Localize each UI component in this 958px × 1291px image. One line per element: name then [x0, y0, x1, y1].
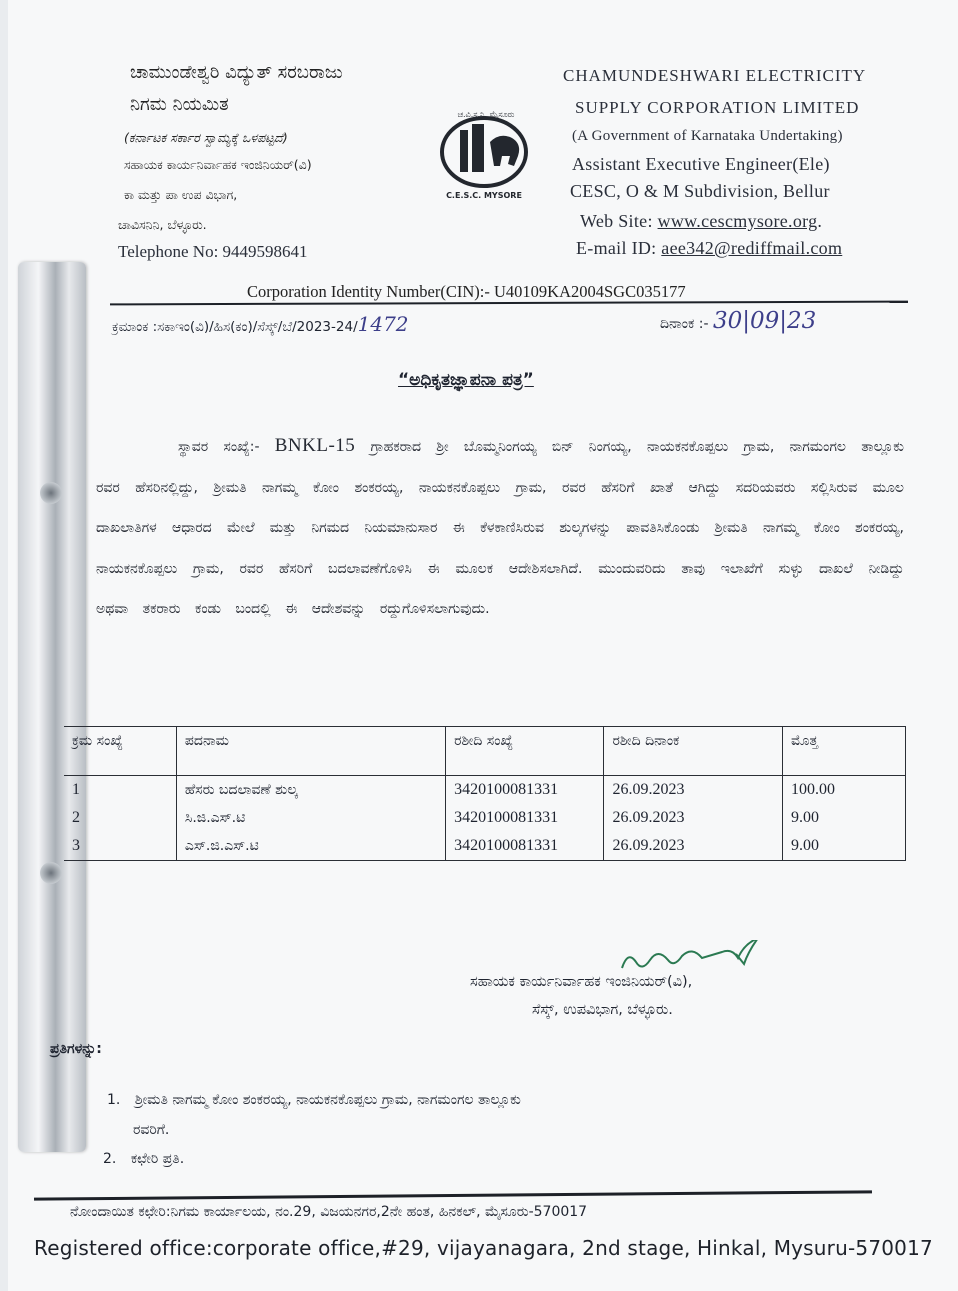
copies-label: ಪ್ರತಿಗಳನ್ನು: — [50, 1041, 102, 1057]
reference-number — [112, 312, 409, 336]
email-link[interactable]: aee342@rediffmail.com — [661, 238, 843, 258]
copy-number: 2. — [103, 1151, 117, 1167]
date-handwritten: 30|09|23 — [712, 308, 817, 334]
col-receipt-no-header: ರಶೀದಿ ಸಂಖ್ಯೆ — [446, 727, 604, 776]
cell-receipt-no: 3420100081331 — [446, 832, 604, 861]
website-end: . — [817, 211, 823, 231]
installation-number: BNKL-15 — [274, 435, 356, 456]
reference-label: ಕ್ರಮಾಂಕ :ಸಕಾಇಂ(ವಿ)/ಹಿಸ(ಕಂ)/ಸೆಸ್ಕ್/ಬೆ/2023-24/ — [112, 319, 358, 335]
footer-kn-address: ನೋಂದಾಯಿತ ಕಛೇರಿ:ನಿಗಮ ಕಾರ್ಯಾಲಯ, ನಂ.29, ವಿಜಯನಗರ,2ನೇ ಹಂತ, ಹಿನಕಲ್, ಮೈಸೂರು-570017 — [70, 1204, 588, 1220]
copy-item — [107, 1092, 521, 1108]
website-link[interactable]: www.cescmysore.org — [657, 211, 818, 231]
website-label: Web Site: — [580, 211, 658, 231]
clip-rivet — [40, 482, 62, 504]
copy-text: ಕಛೇರಿ ಪ್ರತಿ. — [130, 1151, 185, 1167]
binder-clip — [18, 262, 86, 1152]
en-subdivision: CESC, O & M Subdivision, Bellur — [570, 181, 830, 201]
cell-receipt-no: 3420100081331 — [446, 776, 604, 805]
footer-en-address: Registered office:corporate office,#29, vijayanagara, 2nd stage, Hinkal, Mysuru-570017 — [34, 1236, 933, 1260]
table-row — [64, 776, 906, 805]
cell-particulars: ಹೆಸರು ಬದಲಾವಣೆ ಶುಲ್ಕ — [176, 776, 445, 805]
en-govt-undertaking: (A Government of Karnataka Undertaking) — [572, 128, 843, 144]
logo-top-text: ಚ.ವಿ.ಸ.ನಿ. ಮೈಸೂರು — [457, 110, 515, 119]
cell-receipt-date: 26.09.2023 — [604, 832, 782, 861]
en-officer: Assistant Executive Engineer(Ele) — [572, 154, 830, 174]
email-label: E-mail ID: — [576, 238, 662, 258]
col-serial-header: ಕ್ರಮ ಸಂಖ್ಯೆ — [64, 727, 176, 776]
cell-receipt-date: 26.09.2023 — [604, 776, 782, 805]
kn-subdivision: ಕಾ ಮತ್ತು ಪಾ ಉಪ ವಿಭಾಗ, — [124, 187, 238, 202]
col-particulars-header: ಪದನಾಮ — [176, 727, 445, 776]
copy-text: ಶ್ರೀಮತಿ ನಾಗಮ್ಮ ಕೋಂ ಶಂಕರಯ್ಯ, ನಾಯಕನಕೊಪ್ಪಲು ಗ್ರಾಮ, ನಾಗಮಂಗಲ ತಾಲ್ಲೂಕು — [134, 1092, 521, 1108]
reference-date — [660, 308, 816, 334]
col-receipt-date-header: ರಶೀದಿ ದಿನಾಂಕ — [604, 727, 782, 776]
cell-particulars: ಸಿ.ಜಿ.ಎಸ್.ಟಿ — [176, 804, 445, 832]
website-line — [580, 211, 822, 232]
fees-table — [64, 726, 906, 861]
installation-label: ಸ್ಥಾವರ ಸಂಖ್ಯೆ:- — [178, 439, 260, 455]
cell-receipt-no: 3420100081331 — [446, 804, 604, 832]
signatory-designation: ಸಹಾಯಕ ಕಾರ್ಯನಿರ್ವಾಹಕ ಇಂಜಿನಿಯರ್(ವಿ), — [470, 974, 693, 990]
cell-serial: 1 — [64, 776, 176, 805]
kn-org-line2: ನಿಗಮ ನಿಯಮಿತ — [130, 94, 229, 115]
body-text: ಗ್ರಾಹಕರಾದ ಶ್ರೀ ಬೊಮ್ಮನಿಂಗಯ್ಯ ಬಿನ್ ನಿಂಗಯ್ಯ, ನಾಯಕನಕೊಪ್ಪಲು ಗ್ರಾಮ, ನಾಗಮಂಗಲ ತಾಲ್ಲೂಕು ರವರ ಹೆಸರಿನಲ್ಲಿದ್ದು, ಶ್ರೀಮತಿ ನಾಗಮ್ಮ ಕೋಂ ಶಂಕರಯ್ಯ, ನಾಯಕನಕೊಪ್ಪಲು ಗ್ರಾಮ, ರವರ ಹೆಸರಿಗೆ ಖಾತೆ ಆಗಿದ್ದು ಸದರಿಯವರು ಸಲ್ಲಿಸಿರುವ ಮೂಲ ದಾಖಲಾತಿಗಳ ಆಧಾರದ ಮೇಲೆ ಮತ್ತು ನಿಗಮದ ನಿಯಮಾನುಸಾರ ಈ ಕೆಳಕಾಣಿಸಿರುವ ಶುಲ್ಕಗಳನ್ನು ಪಾವತಿಸಿಕೊಂಡು ಶ್ರೀಮತಿ ನಾಗಮ್ಮ ಕೋಂ ಶಂಕರಯ್ಯ, ನಾಯಕನಕೊಪ್ಪಲು ಗ್ರಾಮ, ರವರ ಹೆಸರಿಗೆ ಬದಲಾವಣೆಗೊಳಿಸಿ ಈ ಮೂಲಕ ಆದೇಶಿಸಲಾಗಿದೆ. ಮುಂದುವರಿದು ತಾವು ಇಲಾಖೆಗೆ ಸುಳ್ಳು ದಾಖಲೆ ನೀಡಿದ್ದು ಅಥವಾ ತಕರಾರು ಕಂಡು ಬಂದಲ್ಲಿ ಈ ಆದೇಶವನ್ನು ರದ್ದುಗೊಳಿಸಲಾಗುವುದು. — [96, 439, 904, 617]
cell-receipt-date: 26.09.2023 — [604, 804, 782, 832]
cin-number: Corporation Identity Number(CIN):- U40109KA2004SGC035177 — [247, 282, 686, 301]
cell-amount: 100.00 — [782, 776, 905, 805]
cell-amount: 9.00 — [782, 804, 905, 832]
kn-officer: ಸಹಾಯಕ ಕಾರ್ಯನಿರ್ವಾಹಕ ಇಂಜಿನಿಯರ್(ವಿ) — [124, 157, 312, 172]
body-paragraph — [96, 426, 904, 630]
col-amount-header: ಮೊತ್ತ — [782, 727, 905, 776]
date-label: ದಿನಾಂಕ :- — [660, 316, 709, 332]
copy-item — [103, 1151, 184, 1167]
en-org-line2: SUPPLY CORPORATION LIMITED — [575, 98, 860, 117]
document-title: “ಅಧಿಕೃತಜ್ಞಾಪನಾ ಪತ್ರ” — [398, 370, 534, 390]
table-header-row — [64, 727, 906, 776]
signatory-office: ಸೆಸ್ಕ್, ಉಪವಿಭಾಗ, ಬೆಳ್ಳೂರು. — [532, 1002, 673, 1018]
clip-rivet — [40, 862, 62, 884]
copy-number: 1. — [107, 1092, 121, 1108]
email-line — [576, 238, 842, 259]
kn-org-line1: ಚಾಮುಂಡೇಶ್ವರಿ ವಿದ್ಯುತ್ ಸರಬರಾಜು — [130, 62, 343, 83]
cell-serial: 3 — [64, 832, 176, 861]
table-row — [64, 832, 906, 861]
cell-amount: 9.00 — [782, 832, 905, 861]
kn-place: ಚಾವಿಸನಿನಿ, ಬೆಳ್ಳೂರು. — [118, 217, 207, 232]
reference-handwritten: 1472 — [357, 312, 409, 336]
cell-particulars: ಎಸ್.ಜಿ.ಎಸ್.ಟಿ — [176, 832, 445, 861]
copy-text-cont: ರವರಿಗೆ. — [133, 1122, 170, 1138]
cell-serial: 2 — [64, 804, 176, 832]
telephone: Telephone No: 9449598641 — [118, 242, 308, 261]
logo-bottom-text: C.E.S.C. MYSORE — [446, 191, 522, 200]
en-org-line1: CHAMUNDESHWARI ELECTRICITY — [563, 66, 867, 85]
cesc-logo — [428, 108, 552, 204]
table-row — [64, 804, 906, 832]
kn-govt-undertaking: (ಕರ್ನಾಟಕ ಸರ್ಕಾರ ಸ್ವಾಮ್ಯಕ್ಕೆ ಒಳಪಟ್ಟದೆ) — [124, 130, 288, 145]
